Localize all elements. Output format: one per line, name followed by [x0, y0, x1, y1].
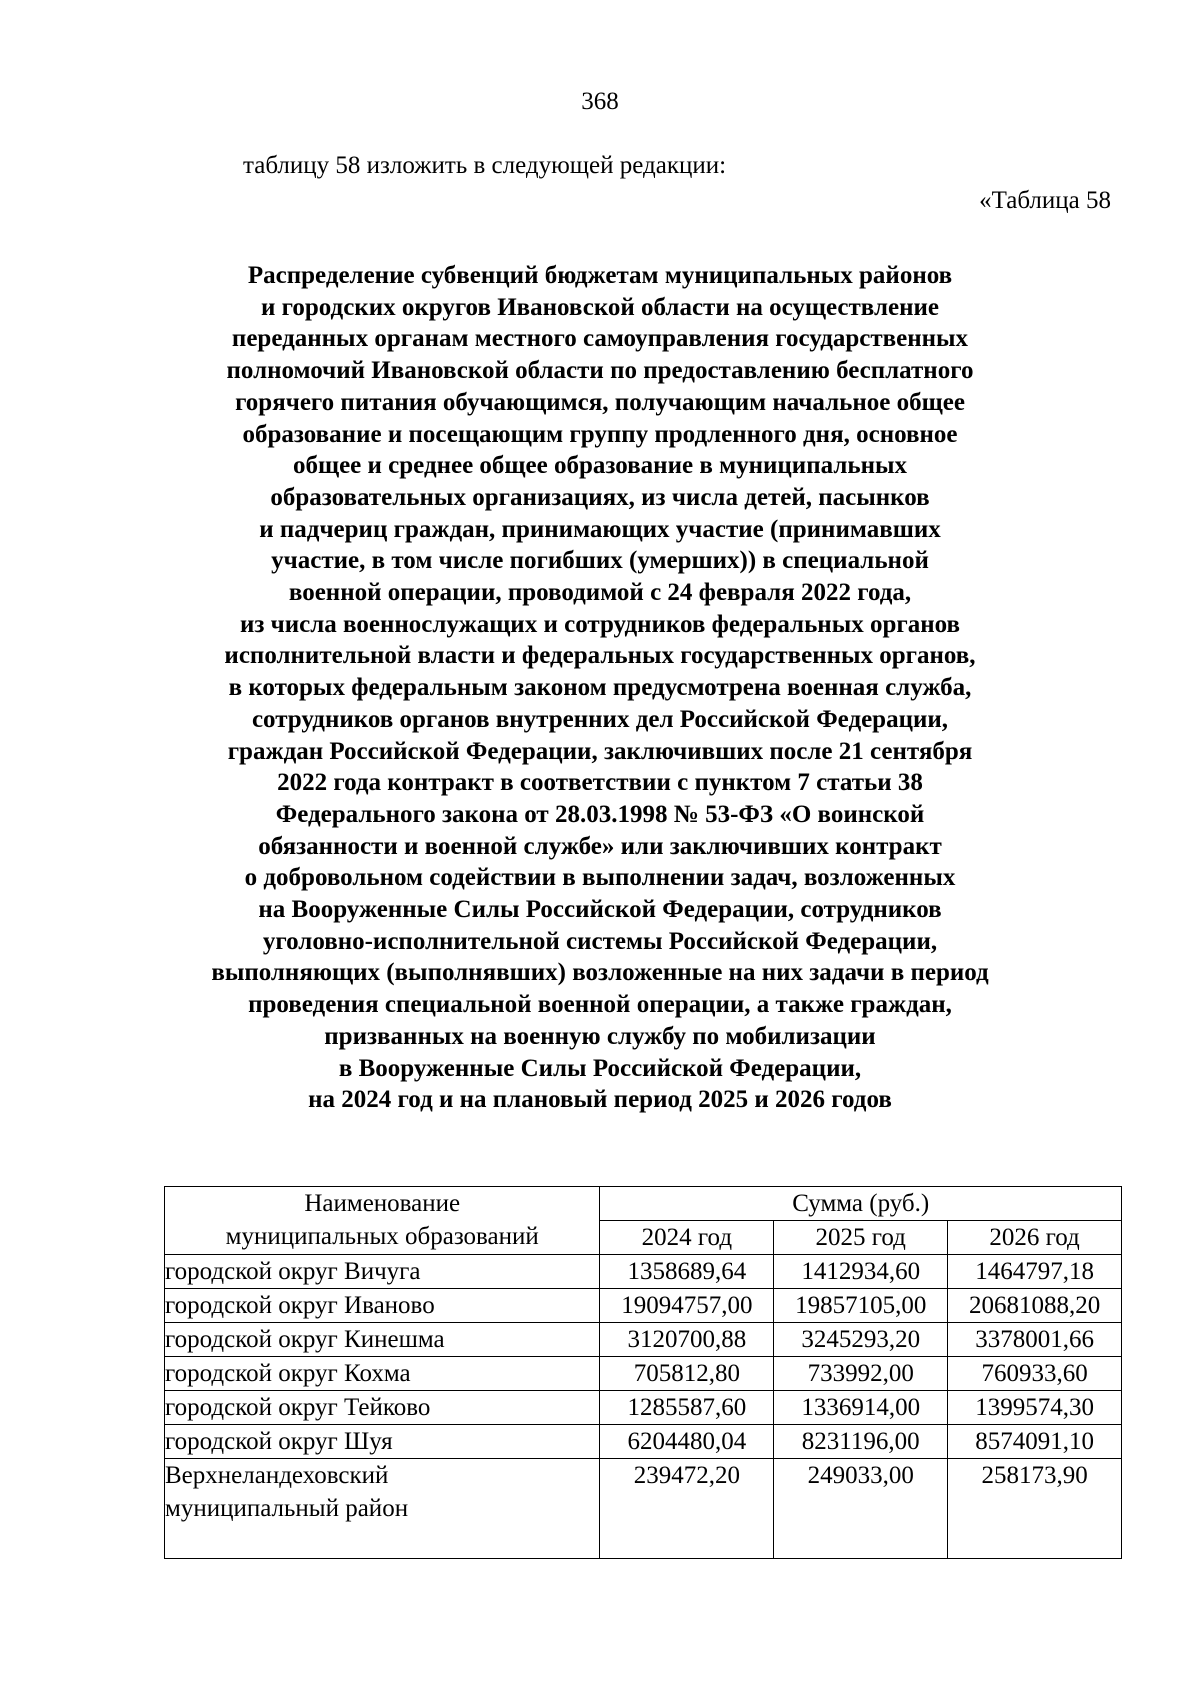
table-row	[165, 1323, 1122, 1357]
cell-amount-2026: 20681088,20	[948, 1289, 1122, 1323]
cell-amount-2024: 19094757,00	[600, 1289, 774, 1323]
intro-text: таблицу 58 изложить в следующей редакции:	[243, 152, 727, 179]
cell-amount-2024: 1358689,64	[600, 1255, 774, 1289]
title-line: граждан Российской Федерации, заключивших после 21 сентября	[227, 737, 973, 765]
cell-municipality	[165, 1391, 600, 1425]
cell-amount-2025: 8231196,00	[774, 1425, 948, 1459]
cell-amount-2026: 1464797,18	[948, 1255, 1122, 1289]
table-row	[165, 1357, 1122, 1391]
title-line: 2022 года контракт в соответствии с пунктом 7 статьи 38	[277, 769, 923, 797]
table-row	[165, 1391, 1122, 1425]
document-title	[150, 260, 1050, 1116]
cell-municipality	[165, 1255, 600, 1289]
cell-amount-2025: 3245293,20	[774, 1323, 948, 1357]
subventions-table	[164, 1186, 1122, 1559]
title-line: Распределение субвенций бюджетам муниципальных районов	[247, 262, 953, 289]
table-row	[165, 1425, 1122, 1459]
header-year-2026: 2026 год	[948, 1221, 1122, 1255]
title-line: военной операции, проводимой с 24 февраля 2022 года,	[288, 579, 912, 607]
cell-amount-2024: 3120700,88	[600, 1323, 774, 1357]
title-line: сотрудников органов внутренних дел Российской Федерации,	[251, 705, 949, 733]
title-line: полномочий Ивановской области по предоставлению бесплатного	[226, 357, 974, 385]
cell-municipality	[165, 1425, 600, 1459]
cell-amount-2026: 8574091,10	[948, 1425, 1122, 1459]
header-sum: Сумма (руб.)	[600, 1187, 1122, 1221]
table-row	[165, 1255, 1122, 1289]
header-name-line-1: Наименование	[304, 1190, 461, 1217]
table-row	[165, 1459, 1122, 1559]
header-municipality-name	[165, 1187, 600, 1255]
table-body	[165, 1255, 1122, 1559]
title-line: выполняющих (выполнявших) возложенные на них задачи в период	[211, 959, 989, 987]
municipality-name-line: муниципальный район	[165, 1495, 409, 1522]
municipality-name-line: городской округ Шуя	[165, 1428, 393, 1455]
municipality-name-line: городской округ Тейково	[165, 1394, 431, 1421]
table-reference: «Таблица 58	[979, 187, 1111, 214]
cell-municipality	[165, 1289, 600, 1323]
cell-amount-2025: 1336914,00	[774, 1391, 948, 1425]
cell-municipality	[165, 1323, 600, 1357]
title-line: горячего питания обучающимся, получающим начальное общее	[235, 388, 965, 416]
title-line: Федерального закона от 28.03.1998 № 53-ФЗ «О воинской	[275, 800, 925, 828]
cell-amount-2025: 733992,00	[774, 1357, 948, 1391]
title-line: в которых федеральным законом предусмотрена военная служба,	[228, 674, 972, 702]
title-line: на Вооруженные Силы Российской Федерации, сотрудников	[258, 896, 942, 924]
cell-amount-2024: 1285587,60	[600, 1391, 774, 1425]
cell-amount-2026: 3378001,66	[948, 1323, 1122, 1357]
cell-amount-2026: 258173,90	[948, 1459, 1122, 1559]
title-line: общее и среднее общее образование в муниципальных	[292, 452, 908, 480]
title-line: призванных на военную службу по мобилизации	[324, 1022, 876, 1050]
municipality-name-line: городской округ Кинешма	[165, 1326, 445, 1353]
header-name-line-2: муниципальных образований	[225, 1223, 539, 1250]
title-line: на 2024 год и на плановый период 2025 и 2026 годов	[308, 1086, 892, 1114]
title-line: образовательных организациях, из числа детей, пасынков	[270, 483, 930, 511]
table-row	[165, 1289, 1122, 1323]
header-year-2024: 2024 год	[600, 1221, 774, 1255]
cell-amount-2025: 1412934,60	[774, 1255, 948, 1289]
cell-amount-2024: 705812,80	[600, 1357, 774, 1391]
page-number: 368	[581, 88, 619, 115]
title-line: переданных органам местного самоуправления государственных	[231, 325, 969, 353]
cell-amount-2026: 760933,60	[948, 1357, 1122, 1391]
table-header-row	[165, 1187, 1122, 1221]
cell-amount-2024: 239472,20	[600, 1459, 774, 1559]
title-line: участие, в том числе погибших (умерших)) в специальной	[271, 547, 929, 575]
cell-amount-2025: 19857105,00	[774, 1289, 948, 1323]
cell-municipality	[165, 1459, 600, 1559]
title-line: уголовно-исполнительной системы Российской Федерации,	[262, 927, 938, 955]
municipality-name-line: Верхнеландеховский	[165, 1462, 389, 1489]
title-line: и городских округов Ивановской области на осуществление	[260, 293, 939, 321]
municipality-name-line: городской округ Кохма	[165, 1360, 411, 1387]
title-line: о добровольном содействии в выполнении задач, возложенных	[244, 864, 956, 892]
cell-amount-2026: 1399574,30	[948, 1391, 1122, 1425]
cell-municipality	[165, 1357, 600, 1391]
title-line: в Вооруженные Силы Российской Федерации,	[338, 1054, 862, 1082]
title-line: из числа военнослужащих и сотрудников федеральных органов	[239, 610, 961, 638]
title-line: образование и посещающим группу продленного дня, основное	[242, 420, 958, 448]
cell-amount-2025: 249033,00	[774, 1459, 948, 1559]
municipality-name-line: городской округ Иваново	[165, 1292, 435, 1319]
title-line: проведения специальной военной операции, а также граждан,	[248, 991, 952, 1019]
title-line: исполнительной власти и федеральных государственных органов,	[224, 642, 976, 670]
title-line: и падчериц граждан, принимающих участие (принимавших	[259, 515, 941, 543]
municipality-name-line: городской округ Вичуга	[165, 1258, 421, 1285]
title-line: обязанности и военной службе» или заключивших контракт	[258, 832, 942, 860]
cell-amount-2024: 6204480,04	[600, 1425, 774, 1459]
header-year-2025: 2025 год	[774, 1221, 948, 1255]
